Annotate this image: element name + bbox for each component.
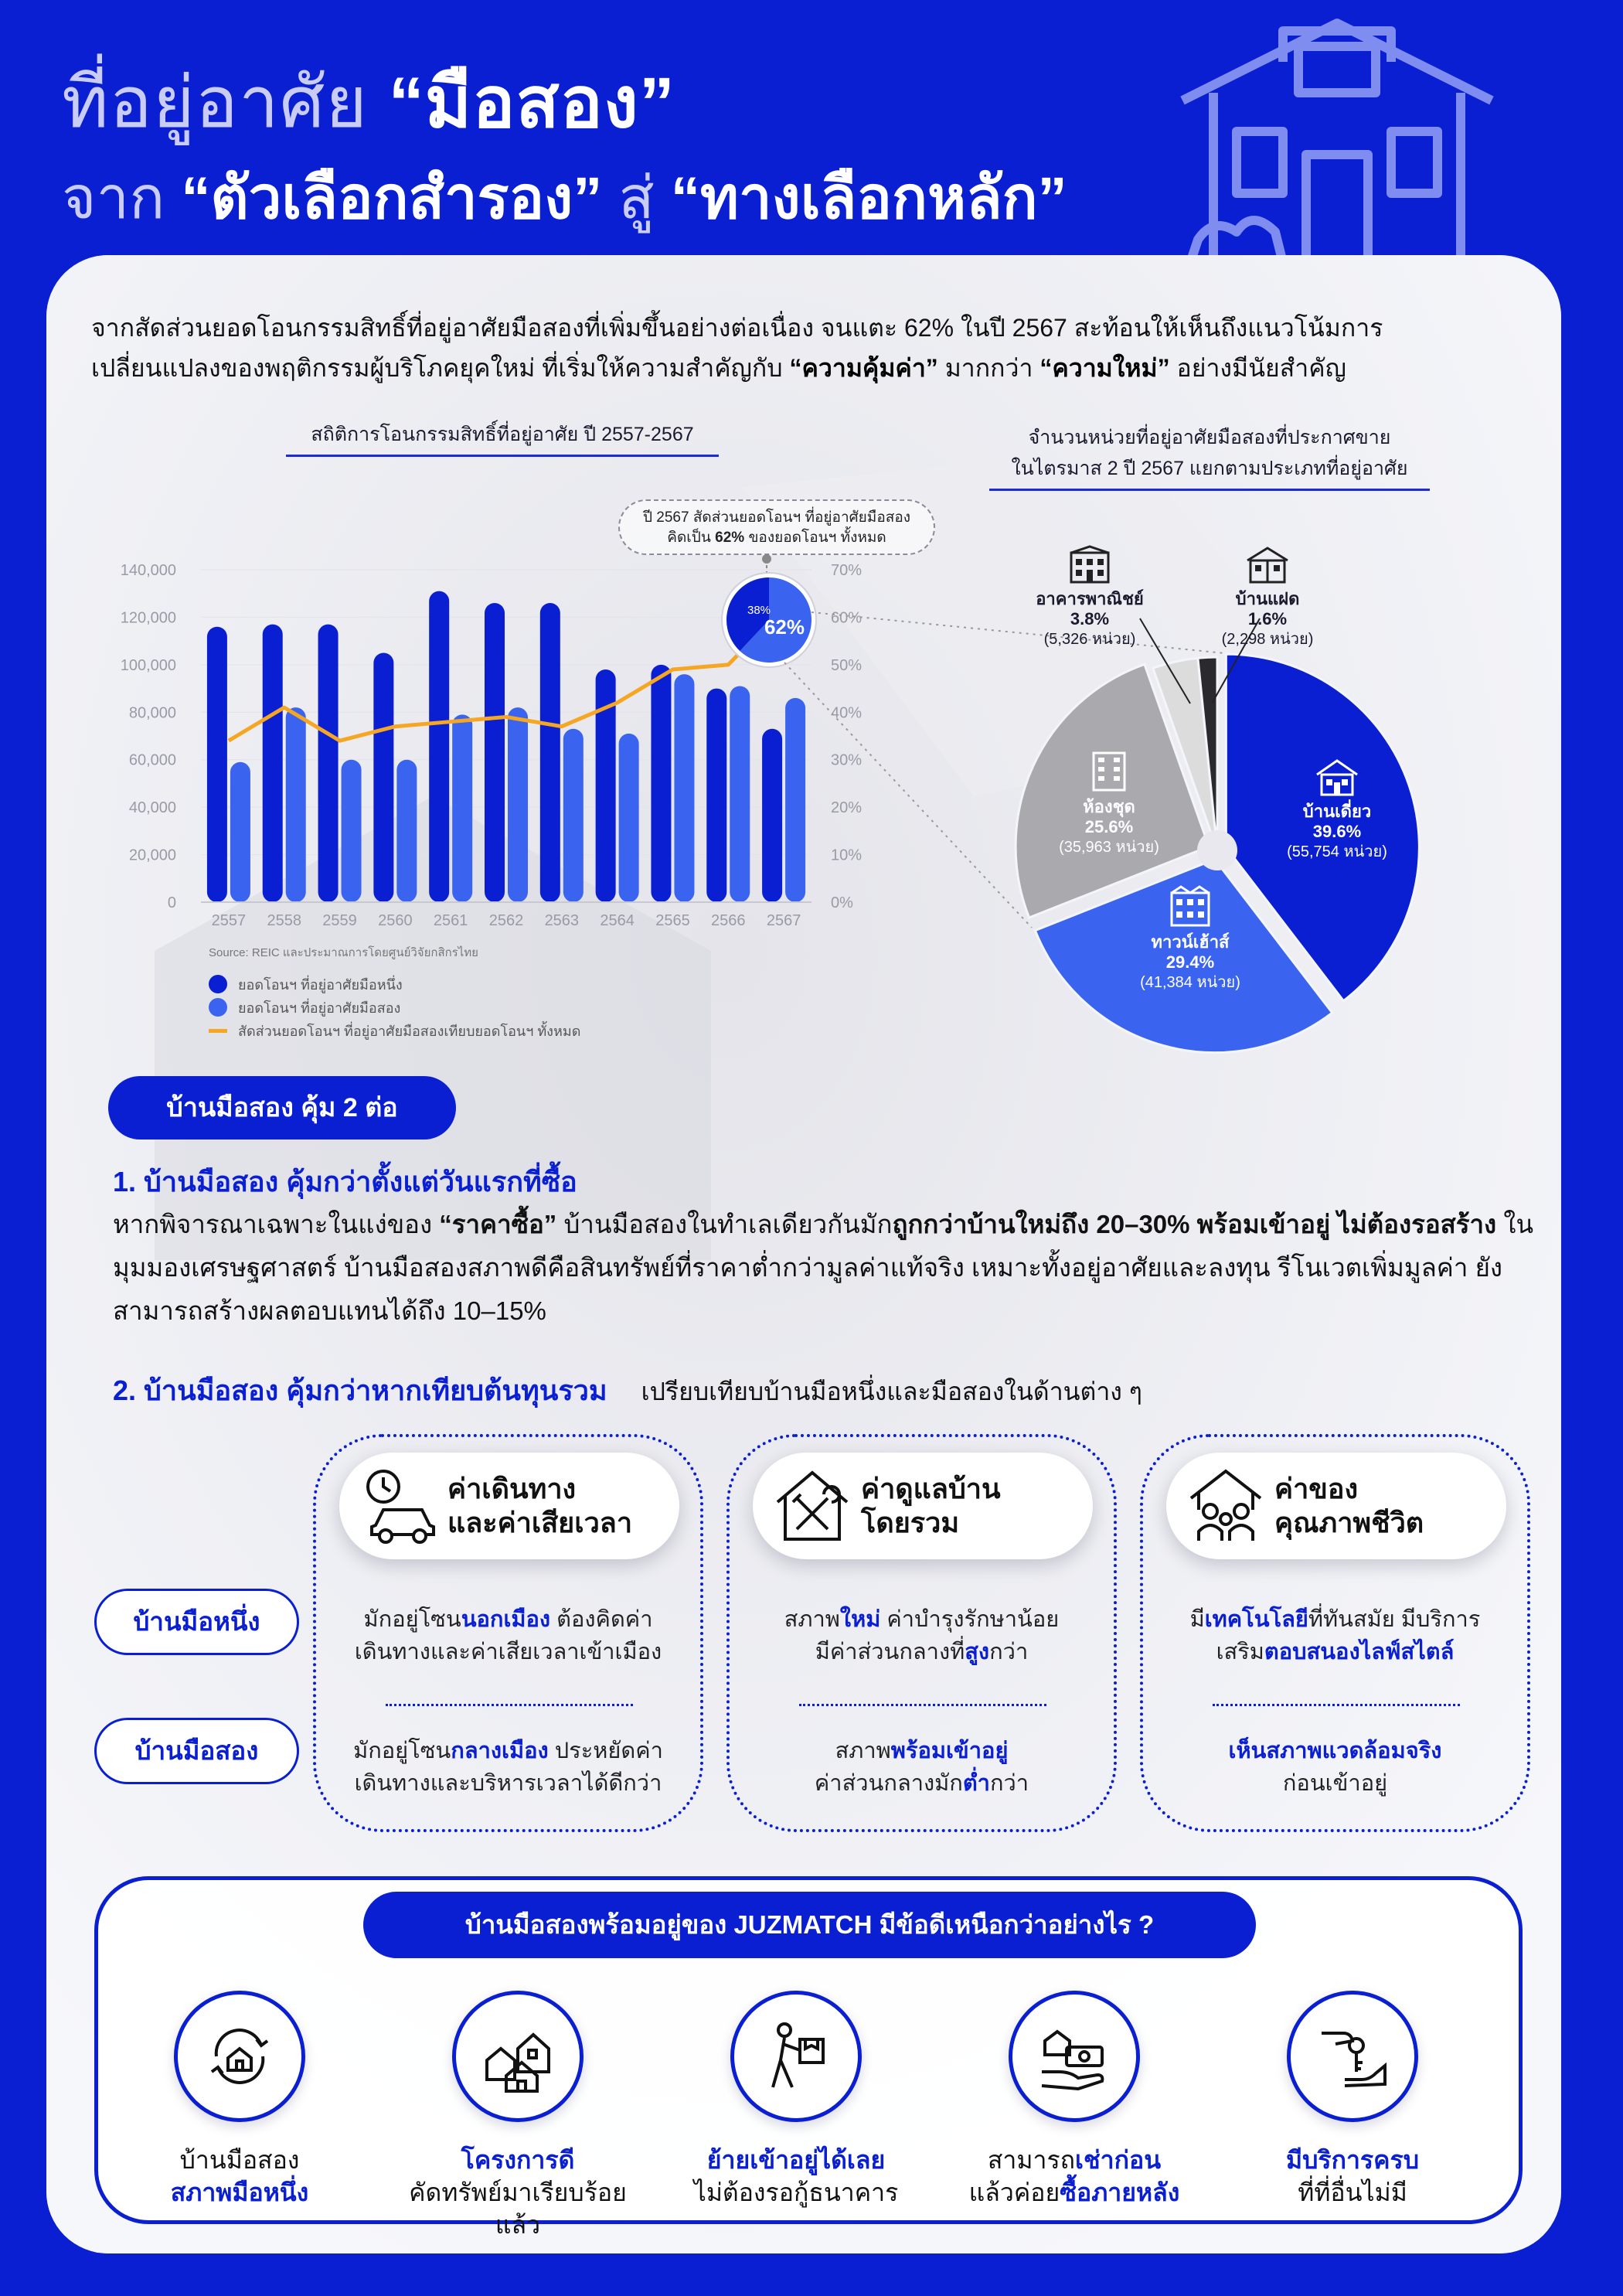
t: ที่ทันสมัย มีบริการ <box>1308 1607 1481 1632</box>
bar-first-hand <box>263 625 283 902</box>
bar-first-hand <box>485 603 505 902</box>
point-1-title: บ้านมือสอง คุ้มกว่าตั้งแต่วันแรกที่ซื้อ <box>144 1166 577 1197</box>
compare-column-maintenance <box>726 1434 1117 1832</box>
callout-text-c: ของยอดโอนฯ ทั้งหมด <box>748 530 886 546</box>
pie-label-units: (41,384 หน่วย) <box>1140 974 1240 991</box>
hl: เทคโนโลยี <box>1204 1607 1308 1632</box>
row-label-first-hand: บ้านมือหนึ่ง <box>94 1589 299 1655</box>
point-1-heading <box>113 1160 577 1204</box>
pie-label-units: (35,963 หน่วย) <box>1059 839 1159 856</box>
compare-second-hand-text <box>1143 1735 1527 1800</box>
point-1-number: 1. <box>113 1166 137 1197</box>
pie-label-condo <box>1043 750 1175 857</box>
pie-title-line-1: จำนวนหน่วยที่อยู่อาศัยมือสองที่ประกาศขาย <box>1028 427 1391 448</box>
adv-line-1: โครงการดี <box>461 2146 575 2174</box>
t: เดินทางและค่าเสียเวลาเข้าเมือง <box>354 1640 662 1664</box>
t: สามารถ <box>987 2146 1076 2174</box>
bar-second-hand <box>785 698 805 902</box>
legend-label-second-hand: ยอดโอนฯ ที่อยู่อาศัยมือสอง <box>238 1000 401 1016</box>
y2-tick-label: 40% <box>831 704 863 722</box>
bar-second-hand <box>452 714 472 902</box>
pie-label-name: ห้องชุด <box>1083 797 1135 816</box>
pie-connector <box>784 663 1032 928</box>
p1-text-1: หากพิจารณาเฉพาะในแง่ของ <box>113 1210 440 1238</box>
bar-second-hand <box>619 734 639 902</box>
hl: กลางเมือง <box>451 1739 549 1763</box>
house-tools-icon <box>770 1463 855 1548</box>
p1-text-2: บ้านมือสองในทำเลเดียวกันมัก <box>556 1210 893 1238</box>
advantage-item-2 <box>398 1991 638 2241</box>
pie-center-hole <box>1197 830 1237 870</box>
page-title <box>62 45 675 158</box>
t: สภาพ <box>835 1739 891 1763</box>
callout-pct: 62% <box>715 530 745 546</box>
compare-column-quality-of-life <box>1140 1434 1530 1832</box>
pie-label-units: (2,298 หน่วย) <box>1221 631 1314 648</box>
hl: พร้อมเข้าอยู่ <box>890 1739 1009 1763</box>
hl: เช่าก่อน <box>1075 2146 1162 2174</box>
chart-source: Source: REIC และประมาณการโดยศูนย์วิจัยกสิกรไทย <box>209 946 478 959</box>
x-tick-label: 2559 <box>322 912 357 929</box>
y-tick-label: 20,000 <box>128 847 176 864</box>
legend-swatch-second-hand <box>209 998 227 1017</box>
pie-label-townhouse <box>1121 885 1260 993</box>
legend-label-first-hand: ยอดโอนฯ ที่อยู่อาศัยมือหนึ่ง <box>238 976 403 993</box>
bar-first-hand <box>651 665 671 902</box>
page-subtitle <box>62 152 1067 244</box>
y2-tick-label: 20% <box>831 799 863 817</box>
adv-line-2 <box>954 2176 1194 2209</box>
hand-key-icon <box>1287 1991 1418 2122</box>
callout-text-a: คิดเป็น <box>667 530 711 546</box>
pie-label-units: (5,326 หน่วย) <box>1043 631 1136 648</box>
legend-item-ratio <box>209 1019 580 1042</box>
t: ก่อนเข้าอยู่ <box>1282 1771 1388 1796</box>
bar-second-hand <box>563 729 584 902</box>
hl: ซื้อภายหลัง <box>1060 2178 1180 2206</box>
intro-text-2: เปลี่ยนแปลงของพฤติกรรมผู้บริโภคยุคใหม่ ที่เริ่มให้ความสำคัญกับ <box>91 354 783 382</box>
y-tick-label: 140,000 <box>120 562 176 579</box>
bar-second-hand <box>286 707 306 902</box>
x-tick-label: 2566 <box>711 912 746 929</box>
compare-first-hand-text <box>316 1603 700 1668</box>
x-tick-label: 2565 <box>655 912 690 929</box>
x-tick-label: 2558 <box>267 912 301 929</box>
donut-small-label: 38% <box>747 604 771 617</box>
t: เดินทางและบริหารเวลาได้ดีกว่า <box>354 1771 662 1796</box>
hl: ใหม่ <box>839 1607 881 1632</box>
y2-tick-label: 60% <box>831 609 863 627</box>
bar-second-hand <box>396 760 417 902</box>
intro-text-3: มากกว่า <box>944 354 1033 382</box>
compare-second-hand-text <box>730 1735 1114 1800</box>
pie-connector <box>812 612 1225 653</box>
t: กว่า <box>989 1640 1029 1664</box>
condo-icon <box>1087 750 1131 792</box>
pie-label-units: (55,754 หน่วย) <box>1287 843 1387 860</box>
clock-car-icon <box>356 1463 441 1548</box>
y2-tick-label: 70% <box>831 562 863 579</box>
adv-line-2: คัดทรัพย์มาเรียบร้อยแล้ว <box>409 2178 627 2239</box>
house-refresh-icon <box>174 1991 305 2122</box>
t: แล้วค่อย <box>968 2178 1060 2206</box>
family-house-icon <box>1183 1463 1268 1548</box>
compare-divider <box>799 1704 1046 1706</box>
ratio-line <box>229 608 784 741</box>
bar-chart-legend <box>209 943 580 1042</box>
t: มี <box>1189 1607 1205 1632</box>
bar-first-hand <box>706 689 726 902</box>
subtitle-part-c: สู่ <box>618 165 655 231</box>
pie-label-name: บ้านแฝด <box>1235 589 1300 608</box>
adv-line-2: ที่ที่อื่นไม่มี <box>1298 2178 1407 2206</box>
main-card <box>46 255 1561 2253</box>
pie-label-shophouse <box>1028 545 1152 649</box>
t: ค่าส่วนกลางมัก <box>814 1771 963 1796</box>
y2-tick-label: 0% <box>831 894 853 911</box>
legend-item-second-hand <box>209 996 580 1019</box>
point-1-paragraph <box>113 1203 1535 1333</box>
intro-line-1: จากสัดส่วนยอดโอนกรรมสิทธิ์ที่อยู่อาศัยมือสองที่เพิ่มขึ้นอย่างต่อเนื่อง จนแตะ 62% ในปี 2567 สะท้อนให้เห็นถึงแนวโน้มการ <box>91 314 1383 342</box>
bar-second-hand <box>730 686 750 903</box>
townhouse-icon <box>1167 885 1213 927</box>
compare-second-hand-text <box>316 1735 700 1800</box>
hl: เห็นสภาพแวดล้อมจริง <box>1228 1739 1442 1763</box>
hl: สูง <box>965 1640 990 1664</box>
detached-house-icon <box>1314 758 1360 796</box>
adv-line-1: ย้ายเข้าอยู่ได้เลย <box>706 2146 886 2174</box>
pie-label-pct: 39.6% <box>1312 822 1362 841</box>
x-tick-label: 2563 <box>544 912 580 929</box>
compare-head-text <box>1274 1472 1424 1540</box>
hl: ต่ำ <box>962 1771 990 1796</box>
subtitle-part-a: จาก <box>62 165 165 231</box>
bar-first-hand <box>762 729 782 902</box>
bar-first-hand <box>207 627 227 902</box>
adv-line-1: บ้านมือสอง <box>179 2146 300 2174</box>
compare-divider <box>386 1704 633 1706</box>
x-tick-label: 2560 <box>378 912 413 929</box>
x-tick-label: 2557 <box>211 912 247 929</box>
t: กว่า <box>989 1771 1029 1796</box>
pie-label-pct: 1.6% <box>1247 609 1288 629</box>
donut-big-label: 62% <box>764 615 805 639</box>
compare-head-quality <box>1166 1453 1506 1559</box>
bar-second-hand <box>230 762 250 902</box>
legend-label-ratio: สัดส่วนยอดโอนฯ ที่อยู่อาศัยมือสองเทียบยอดโอนฯ ทั้งหมด <box>238 1023 581 1039</box>
house-outline-icon <box>1167 15 1507 263</box>
x-tick-label: 2567 <box>766 912 801 929</box>
legend-swatch-first-hand <box>209 975 227 993</box>
t: ค่าบำรุงรักษาน้อย <box>880 1607 1060 1632</box>
advantage-item-4 <box>954 1991 1194 2209</box>
head-line-2: คุณภาพชีวิต <box>1274 1507 1424 1538</box>
pie-label-pct: 25.6% <box>1084 817 1134 836</box>
row-label-second-hand: บ้านมือสอง <box>94 1718 299 1784</box>
point-2-number: 2. <box>113 1375 137 1406</box>
pie-label-detached <box>1260 758 1414 862</box>
compare-head-maintenance <box>753 1453 1093 1559</box>
advantages-title: บ้านมือสองพร้อมอยู่ของ JUZMATCH มีข้อดีเหนือกว่าอย่างไร ? <box>363 1892 1256 1958</box>
x-tick-label: 2561 <box>433 912 468 929</box>
compare-head-text <box>447 1472 632 1540</box>
t: มักอยู่โซน <box>353 1739 451 1763</box>
title-part-a: ที่อยู่อาศัย <box>62 63 369 142</box>
subtitle-part-d: “ทางเลือกหลัก” <box>670 165 1067 231</box>
head-line-1: ค่าเดินทาง <box>447 1473 577 1504</box>
t: มักอยู่โซน <box>363 1607 461 1632</box>
adv-line-1: มีบริการครบ <box>1285 2146 1420 2174</box>
p1-bold-1: “ราคาซื้อ” <box>439 1210 557 1238</box>
bar-second-hand <box>674 674 694 902</box>
section-pill: บ้านมือสอง คุ้ม 2 ต่อ <box>108 1076 456 1139</box>
y-tick-label: 0 <box>167 894 176 911</box>
adv-line-1 <box>954 2144 1194 2176</box>
y2-tick-label: 10% <box>831 847 863 864</box>
pie-label-name: บ้านเดี่ยว <box>1302 802 1372 821</box>
twin-house-icon <box>1244 545 1291 584</box>
compare-first-hand-text <box>1143 1603 1527 1668</box>
t: เสริม <box>1216 1640 1264 1664</box>
adv-line-2: สภาพมือหนึ่ง <box>170 2178 309 2206</box>
p1-text-3: ในมุมมองเศรษฐศาสตร์ บ้านมือสองสภาพดีคือสินทรัพย์ที่ราคาต่ำกว่ามูลค่าแท้จริง เหมาะทั้งอยู่อาศัยและลงทุน รีโนเวตเพิ่มมูลค่า ยังสามารถสร้างผลตอบแทนได้ถึง 10–15% <box>113 1210 1534 1325</box>
advantage-item-1 <box>120 1991 359 2209</box>
pie-label-name: ทาวน์เฮ้าส์ <box>1151 932 1230 952</box>
bar-first-hand <box>429 591 449 902</box>
bar-chart-title: สถิติการโอนกรรมสิทธิ์ที่อยู่อาศัย ปี 2557-2567 <box>286 419 719 457</box>
intro-bold-2: “ความใหม่” <box>1039 354 1170 382</box>
mover-icon <box>730 1991 862 2122</box>
intro-bold-1: “ความคุ้มค่า” <box>789 354 938 382</box>
callout-dot <box>762 554 771 564</box>
hand-money-icon <box>1009 1991 1140 2122</box>
pie-title-line-2: ในไตรมาส 2 ปี 2567 แยกตามประเภทที่อยู่อาศัย <box>1011 458 1408 479</box>
x-tick-label: 2564 <box>600 912 635 929</box>
callout-line-1: ปี 2567 สัดส่วนยอดโอนฯ ที่อยู่อาศัยมือสอง <box>642 509 911 526</box>
adv-line-2: ไม่ต้องรอกู้ธนาคาร <box>693 2178 899 2206</box>
y-tick-label: 80,000 <box>128 704 176 722</box>
advantage-item-3 <box>676 1991 916 2209</box>
bar-first-hand <box>540 603 560 902</box>
subtitle-part-b: “ตัวเลือกสำรอง” <box>181 165 603 231</box>
compare-head-text <box>861 1472 1001 1540</box>
t: ต้องคิดค่า <box>550 1607 653 1632</box>
head-line-1: ค่าของ <box>1274 1473 1359 1504</box>
pie-label-name: อาคารพาณิชย์ <box>1036 589 1144 608</box>
compare-head-travel <box>339 1453 679 1559</box>
intro-text-4: อย่างมีนัยสำคัญ <box>1176 354 1346 382</box>
y-tick-label: 120,000 <box>120 609 176 627</box>
y2-tick-label: 50% <box>831 656 863 674</box>
title-part-b: “มือสอง” <box>388 63 675 142</box>
pie-label-pct: 3.8% <box>1070 609 1110 629</box>
pie-label-twin-house <box>1213 545 1322 649</box>
point-2-subtitle: เปรียบเทียบบ้านมือหนึ่งและมือสองในด้านต่าง ๆ <box>641 1378 1142 1405</box>
houses-icon <box>452 1991 584 2122</box>
legend-swatch-ratio <box>209 1029 227 1033</box>
bar-first-hand <box>373 653 393 903</box>
point-2-title: บ้านมือสอง คุ้มกว่าหากเทียบต้นทุนรวม <box>144 1375 607 1406</box>
compare-first-hand-text <box>730 1603 1114 1668</box>
building-icon <box>1067 545 1113 584</box>
y2-tick-label: 30% <box>831 751 863 769</box>
advantage-item-5 <box>1233 1991 1472 2209</box>
compare-divider <box>1213 1704 1460 1706</box>
point-2-heading <box>113 1368 1142 1412</box>
y-tick-label: 100,000 <box>120 656 176 674</box>
y-tick-label: 40,000 <box>128 799 176 817</box>
p1-bold-2: ถูกกว่าบ้านใหม่ถึง 20–30% พร้อมเข้าอยู่ ไม่ต้องรอสร้าง <box>892 1210 1497 1238</box>
bar-second-hand <box>342 760 362 902</box>
y-tick-label: 60,000 <box>128 751 176 769</box>
pie-label-pct: 29.4% <box>1165 952 1215 972</box>
head-line-2: โดยรวม <box>861 1507 960 1538</box>
legend-item-first-hand <box>209 973 580 996</box>
hl: นอกเมือง <box>461 1607 551 1632</box>
t: มีค่าส่วนกลางที่ <box>815 1640 965 1664</box>
t: ประหยัดค่า <box>548 1739 663 1763</box>
bar-first-hand <box>318 625 339 902</box>
bar-second-hand <box>508 707 528 902</box>
head-line-1: ค่าดูแลบ้าน <box>861 1473 1001 1504</box>
head-line-2: และค่าเสียเวลา <box>447 1507 633 1538</box>
t: สภาพ <box>784 1607 840 1632</box>
hl: ตอบสนองไลฟ์สไตล์ <box>1264 1640 1455 1664</box>
compare-column-travel <box>313 1434 703 1832</box>
x-tick-label: 2562 <box>488 912 524 929</box>
